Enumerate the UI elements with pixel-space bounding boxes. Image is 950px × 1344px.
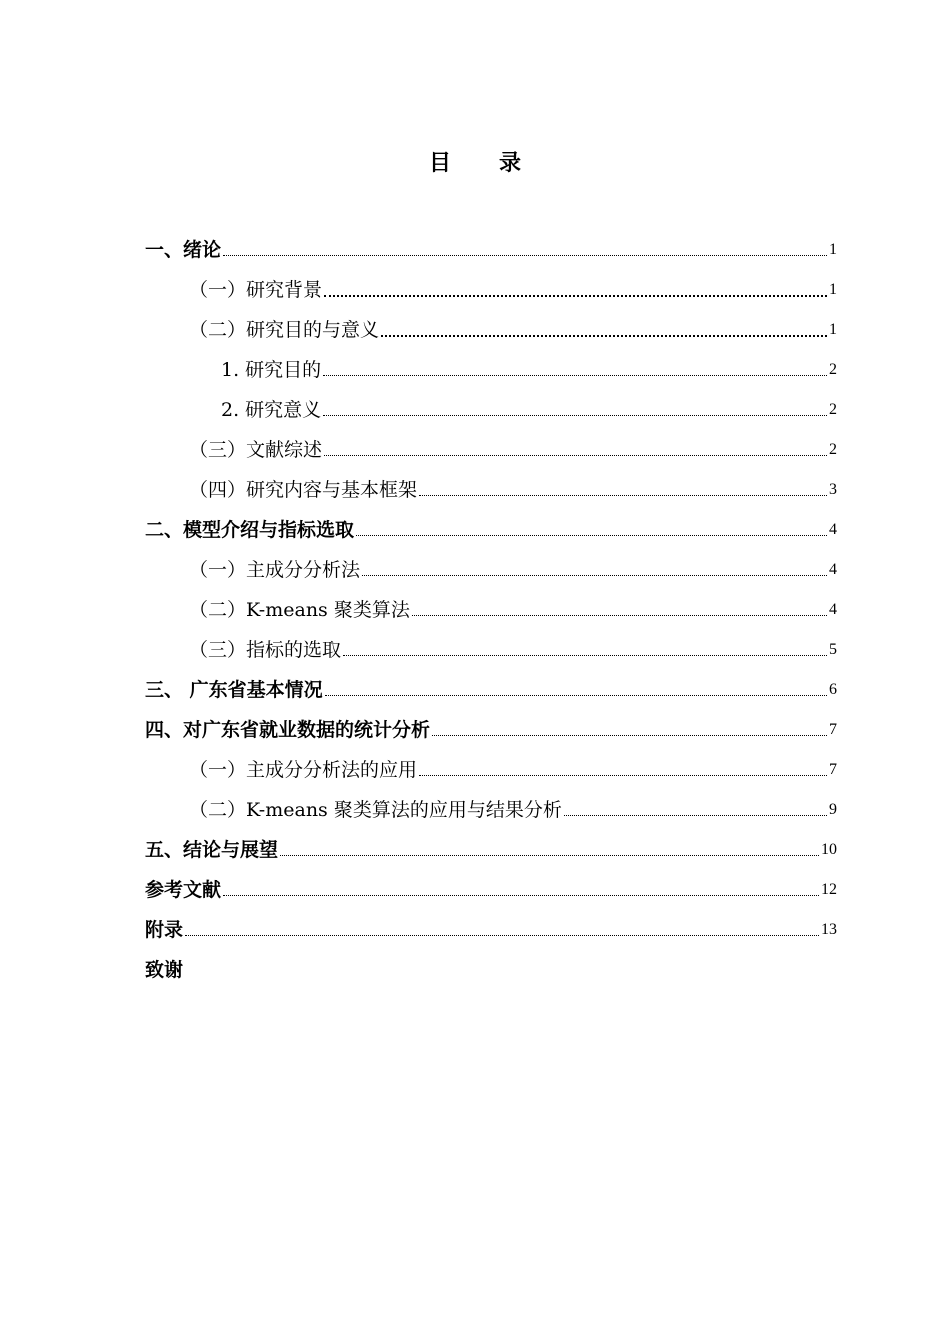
toc-entry-label: （一）研究背景 (189, 279, 323, 301)
toc-entry[interactable] (145, 702, 837, 742)
toc-dot-leader (564, 815, 827, 816)
toc-entry-label: 三、 广东省基本情况 (145, 679, 323, 701)
toc-entry-label: 二、模型介绍与指标选取 (145, 519, 355, 541)
toc-page-number: 10 (821, 841, 837, 858)
toc-page-number: 2 (829, 441, 837, 458)
toc-entry-label: （三）指标的选取 (189, 639, 342, 661)
toc-dot-leader (412, 615, 827, 616)
toc-page-number: 7 (829, 761, 837, 778)
toc-entry[interactable] (145, 462, 837, 502)
toc-dot-leader (323, 375, 827, 376)
toc-entry-label: 2. 研究意义 (221, 399, 322, 421)
toc-entry-label: 四、对广东省就业数据的统计分析 (145, 719, 431, 741)
toc-entry[interactable] (145, 542, 837, 582)
toc-dot-leader (324, 455, 827, 456)
toc-page-number: 1 (829, 321, 837, 338)
toc-entry[interactable] (145, 822, 837, 862)
toc-entry-label: （一）主成分分析法 (189, 559, 361, 581)
toc-entry-label: 参考文献 (145, 879, 222, 901)
toc-entry-label: 五、结论与展望 (145, 839, 279, 861)
toc-entry-label: 致谢 (145, 959, 184, 981)
toc-entry-label: （四）研究内容与基本框架 (189, 479, 418, 501)
toc-entry[interactable] (145, 382, 837, 422)
toc-page-number: 5 (829, 641, 837, 658)
toc-page-number: 1 (829, 281, 837, 298)
toc-entry[interactable] (145, 942, 837, 982)
toc-dot-leader (419, 495, 827, 496)
toc-dot-leader (325, 695, 827, 696)
toc-page-number: 2 (829, 401, 837, 418)
toc-page-number: 9 (829, 801, 837, 818)
toc-dot-leader (419, 775, 827, 776)
toc-entry[interactable] (145, 342, 837, 382)
toc-page-number: 4 (829, 601, 837, 618)
toc-entry-label: （二）K-means 聚类算法的应用与结果分析 (189, 799, 562, 821)
toc-title-char: 目 (428, 151, 451, 176)
toc-page-number: 13 (821, 921, 837, 938)
toc-dot-leader (223, 895, 819, 896)
toc-title-char: 录 (499, 151, 522, 176)
toc-entry-label: 附录 (145, 919, 184, 941)
toc-page-number: 7 (829, 721, 837, 738)
toc-page-number: 2 (829, 361, 837, 378)
toc-page-number: 1 (829, 241, 837, 258)
toc-dot-leader (381, 335, 827, 337)
toc-page-number: 4 (829, 561, 837, 578)
toc-dot-leader (223, 255, 827, 256)
toc-entry[interactable] (145, 862, 837, 902)
toc-entry[interactable] (145, 782, 837, 822)
toc-page-number: 3 (829, 481, 837, 498)
toc-entry[interactable] (145, 502, 837, 542)
toc-entry[interactable] (145, 262, 837, 302)
toc-entry[interactable] (145, 622, 837, 662)
toc-entry[interactable] (145, 662, 837, 702)
toc-dot-leader (343, 655, 827, 656)
toc-entry-label: （二）K-means 聚类算法 (189, 599, 410, 621)
toc-page-number: 6 (829, 681, 837, 698)
toc-entry[interactable] (145, 582, 837, 622)
toc-dot-leader (432, 735, 827, 736)
toc-dot-leader (323, 415, 827, 416)
toc-list (145, 222, 837, 982)
toc-entry-label: 一、绪论 (145, 239, 222, 261)
toc-entry[interactable] (145, 422, 837, 462)
toc-dot-leader (362, 575, 827, 576)
toc-entry[interactable] (145, 902, 837, 942)
toc-title (0, 146, 950, 177)
toc-dot-leader (280, 855, 819, 856)
toc-entry[interactable] (145, 742, 837, 782)
toc-entry[interactable] (145, 222, 837, 262)
toc-dot-leader (356, 535, 827, 536)
toc-entry-label: 1. 研究目的 (221, 359, 322, 381)
toc-entry-label: （三）文献综述 (189, 439, 323, 461)
toc-dot-leader (185, 935, 819, 936)
toc-page-number: 4 (829, 521, 837, 538)
toc-entry[interactable] (145, 302, 837, 342)
toc-page-number: 12 (821, 881, 837, 898)
toc-entry-label: （一）主成分分析法的应用 (189, 759, 418, 781)
toc-entry-label: （二）研究目的与意义 (189, 319, 380, 341)
toc-dot-leader (324, 295, 827, 297)
